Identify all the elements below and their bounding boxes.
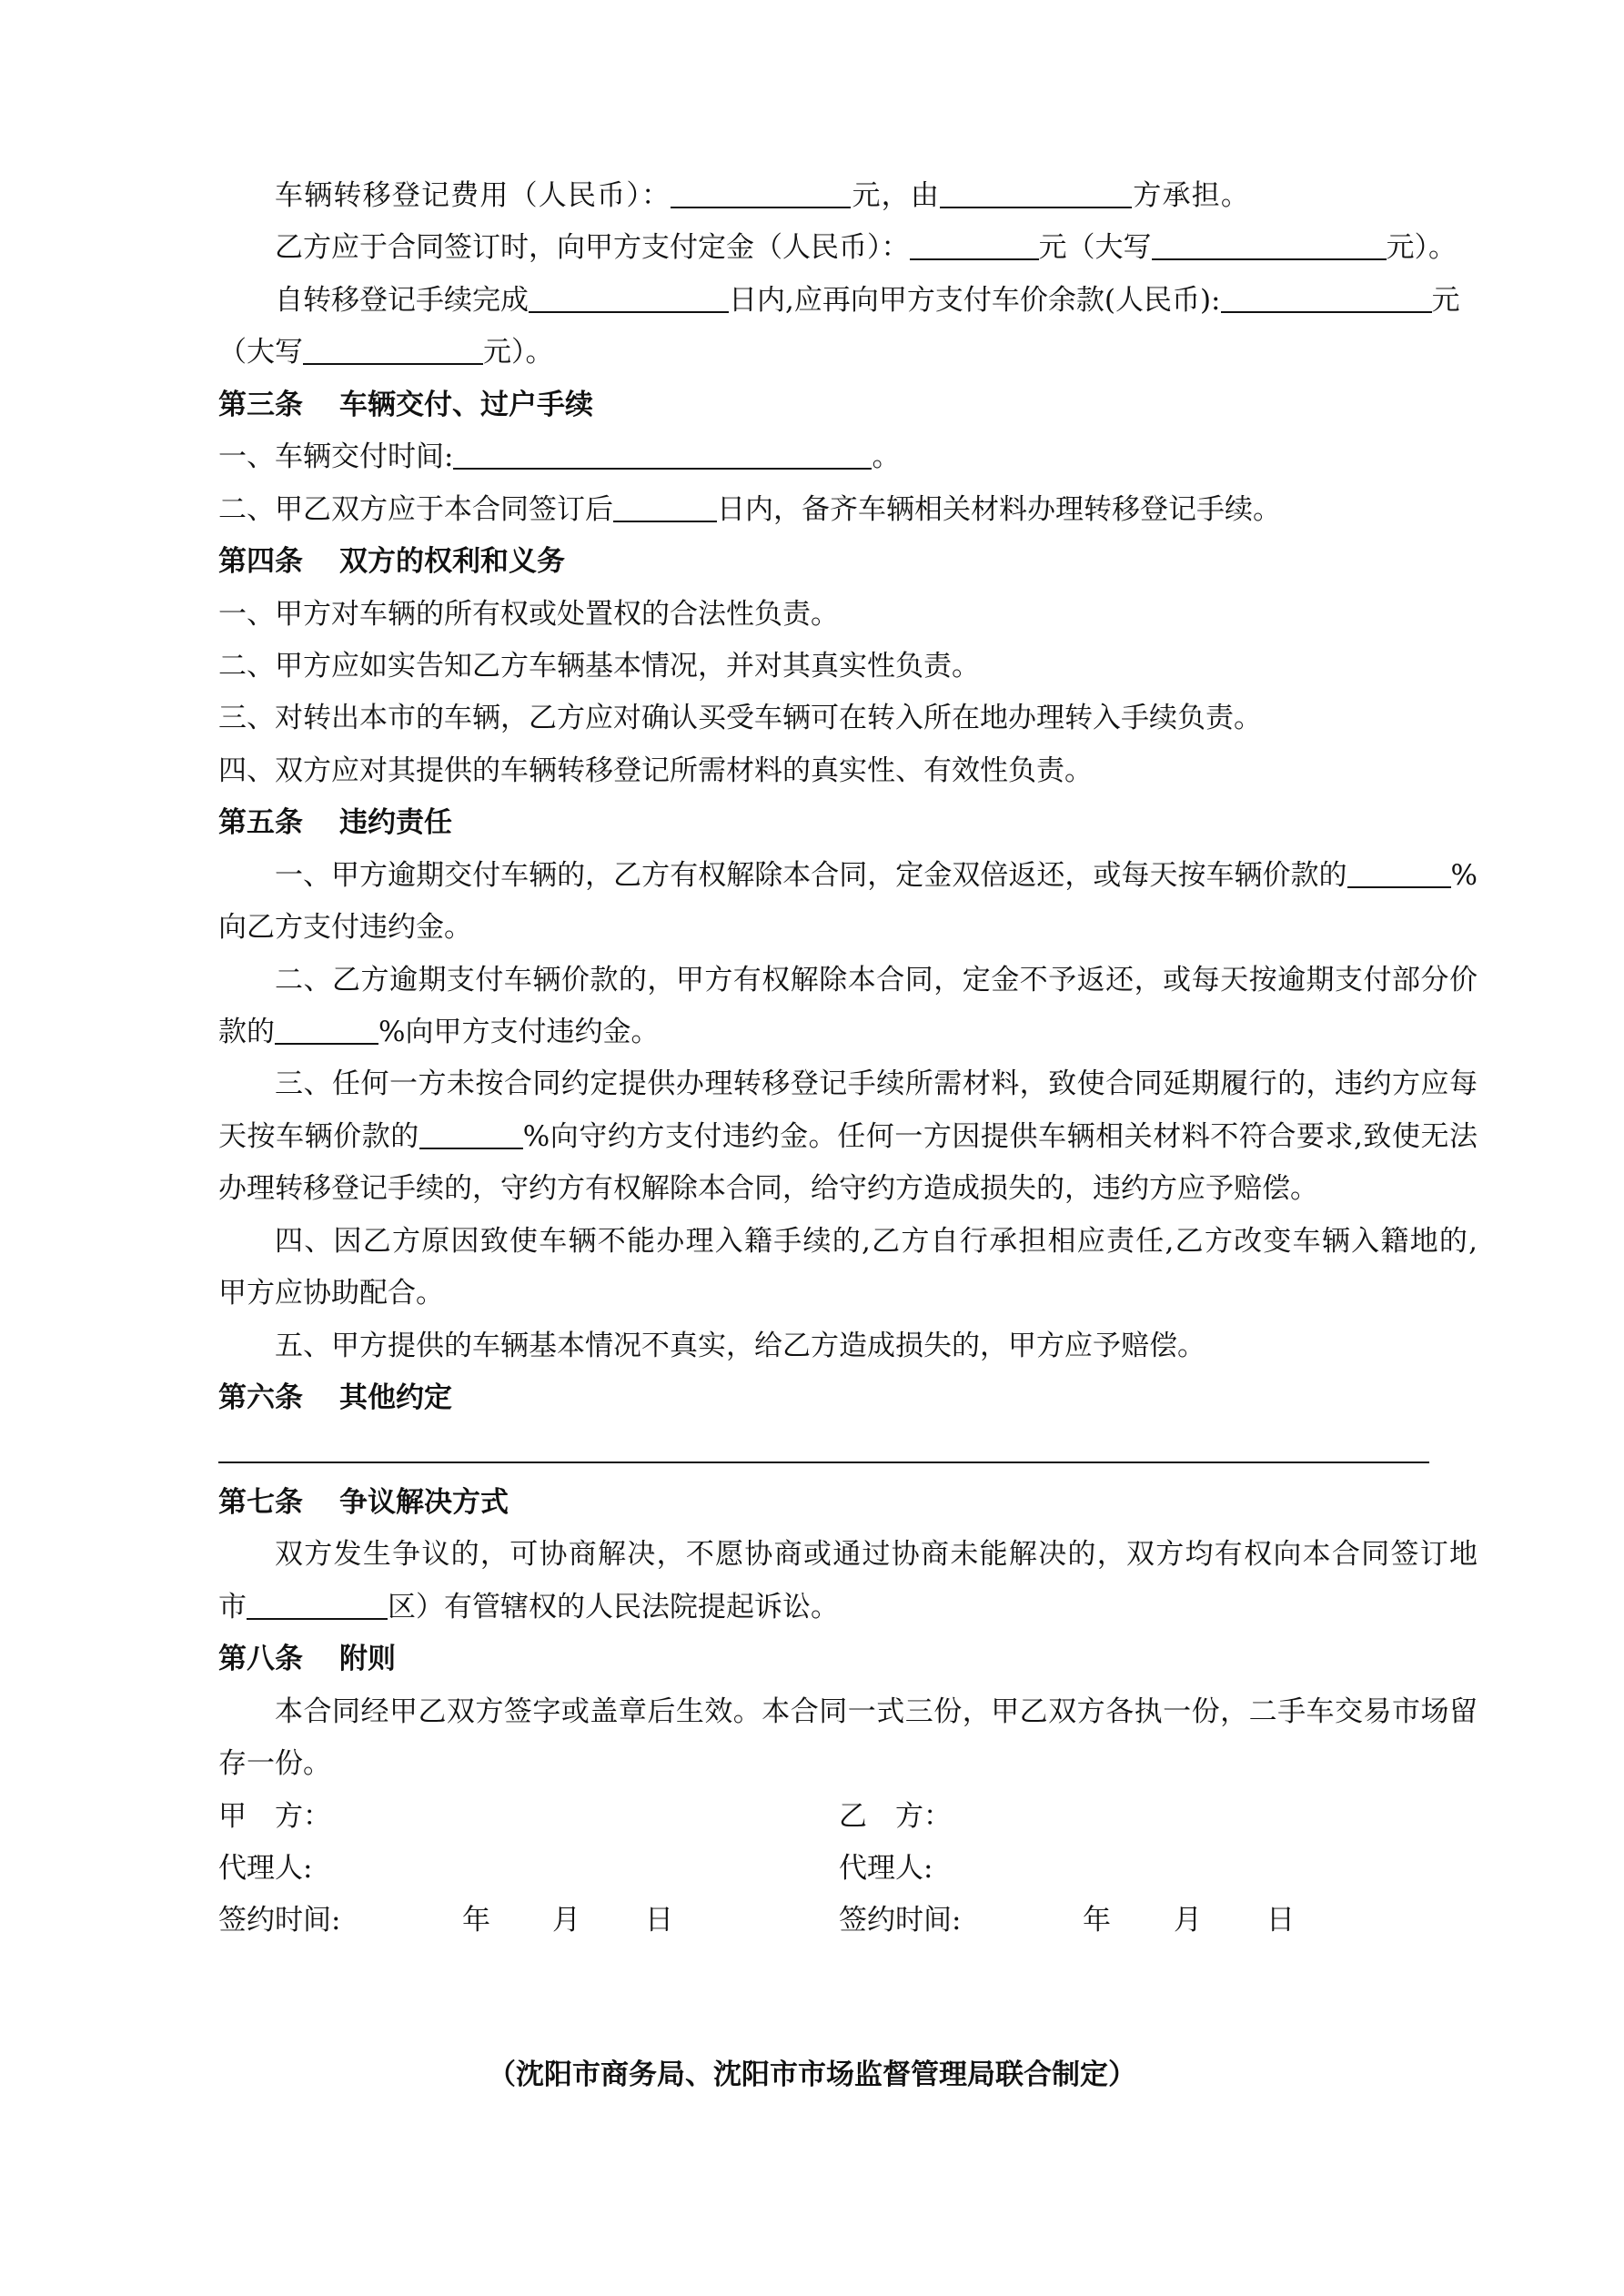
materials-days-blank[interactable] — [613, 493, 717, 522]
text: 元 — [1431, 283, 1460, 317]
other-terms-blank-line[interactable] — [218, 1462, 1429, 1463]
delivery-time-line: 一、车辆交付时间: 。 — [218, 440, 901, 474]
article-5-p3: 三、任何一方未按合同约定提供办理转移登记手续所需材料，致使合同延期履行的，违约方应每 — [275, 1067, 1478, 1101]
party-a-label: 甲 方： — [218, 1799, 331, 1833]
agent-a-label: 代理人: — [218, 1852, 313, 1885]
article-5-p2: 二、乙方逾期支付车辆价款的，甲方有权解除本合同，定金不予返还，或每天按逾期支付部分价 — [275, 963, 1478, 996]
balance-blank[interactable] — [1221, 284, 1432, 313]
year-label: 年 — [1083, 1904, 1111, 1937]
district-blank[interactable] — [247, 1591, 388, 1620]
article-4-item: 四、双方应对其提供的车辆转移登记所需材料的真实性、有效性负责。 — [218, 754, 1093, 787]
date-row — [218, 1895, 1478, 1947]
article-7-p1-cont: 市 区）有管辖权的人民法院提起诉讼。 — [218, 1590, 839, 1623]
date-b-label: 签约时间: — [839, 1904, 962, 1937]
article-5-p2-cont: 款的 %向甲方支付违约金。 — [218, 1016, 660, 1048]
balance-words-line — [218, 327, 1478, 379]
percent-blank[interactable] — [419, 1120, 523, 1149]
text: 方承担。 — [1132, 179, 1251, 212]
materials-line: 二、甲乙双方应于本合同签订后 日内，备齐车辆相关材料办理转移登记手续。 — [218, 492, 1281, 526]
article-7-p1: 双方发生争议的，可协商解决，不愿协商或通过协商未能解决的，双方均有权向本合同签订地 — [275, 1538, 1478, 1572]
agent-b-label: 代理人: — [839, 1852, 933, 1885]
article-5-p3-cont: 天按车辆价款的 %向守约方支付违约金。任何一方因提供车辆相关材料不符合要求,致使无法 — [218, 1119, 1478, 1153]
deposit-line — [218, 222, 1478, 274]
article-8-p1: 本合同经甲乙双方签字或盖章后生效。本合同一式三份，甲乙双方各执一份，二手车交易市场留 — [275, 1694, 1478, 1728]
article-3-heading: 第三条 车辆交付、过户手续 — [218, 388, 593, 421]
day-label: 日 — [645, 1904, 673, 1937]
percent-blank[interactable] — [275, 1016, 378, 1045]
article-7-heading: 第七条 争议解决方式 — [218, 1485, 509, 1519]
payer-blank[interactable] — [940, 179, 1132, 208]
article-5-heading: 第五条 违约责任 — [218, 806, 452, 840]
days-blank[interactable] — [529, 284, 729, 313]
text: 元，由 — [851, 179, 941, 212]
text: 元（大写 — [1038, 231, 1152, 265]
article-5-p3-cont2: 办理转移登记手续的，守约方有权解除本合同，给守约方造成损失的，违约方应予赔偿。 — [218, 1172, 1318, 1206]
date-a-label: 签约时间: — [218, 1904, 341, 1937]
spacer — [218, 1425, 1478, 1477]
party-b-label: 乙 方： — [839, 1799, 952, 1833]
text: 元）。 — [483, 336, 554, 369]
article-6-heading: 第六条 其他约定 — [218, 1381, 452, 1415]
deposit-blank[interactable] — [910, 231, 1039, 260]
contract-page — [218, 170, 1478, 1947]
article-4-item: 一、甲方对车辆的所有权或处置权的合法性负责。 — [218, 597, 839, 631]
day-label: 日 — [1266, 1904, 1295, 1937]
deposit-words-blank[interactable] — [1152, 231, 1387, 260]
registration-fee-line — [218, 170, 1478, 222]
text: 日内,应再向甲方支付车价余款(人民币): — [729, 283, 1221, 317]
article-4-item: 三、对转出本市的车辆，乙方应对确认买受车辆可在转入所在地办理转入手续负责。 — [218, 702, 1262, 735]
text: 车辆转移登记费用（人民币）： — [275, 179, 671, 212]
article-4-item: 二、甲方应如实告知乙方车辆基本情况，并对其真实性负责。 — [218, 649, 980, 683]
article-5-p4-cont: 甲方应协助配合。 — [218, 1277, 444, 1310]
balance-words-blank[interactable] — [303, 336, 483, 365]
fee-blank[interactable] — [671, 179, 851, 208]
text: （大写 — [218, 336, 303, 369]
agent-row — [218, 1843, 1478, 1895]
text: 元）。 — [1386, 231, 1457, 265]
article-5-p5: 五、甲方提供的车辆基本情况不真实，给乙方造成损失的，甲方应予赔偿。 — [275, 1329, 1205, 1362]
article-4-heading: 第四条 双方的权利和义务 — [218, 545, 565, 579]
delivery-time-blank[interactable] — [453, 440, 872, 470]
percent-blank[interactable] — [1347, 859, 1451, 888]
article-5-p4: 四、因乙方原因致使车辆不能办理入籍手续的,乙方自行承担相应责任,乙方改变车辆入籍地的, — [275, 1224, 1478, 1258]
text: 乙方应于合同签订时，向甲方支付定金（人民币）： — [275, 231, 910, 265]
article-5-p1-cont: 向乙方支付违约金。 — [218, 911, 472, 945]
year-label: 年 — [462, 1904, 490, 1937]
text: 自转移登记手续完成 — [275, 283, 529, 317]
month-label: 月 — [552, 1904, 580, 1937]
article-8-heading: 第八条 附则 — [218, 1643, 396, 1676]
article-8-p1-cont: 存一份。 — [218, 1747, 331, 1781]
month-label: 月 — [1174, 1904, 1202, 1937]
balance-line — [218, 275, 1478, 327]
article-5-p1: 一、甲方逾期交付车辆的，乙方有权解除本合同，定金双倍返还，或每天按车辆价款的 % — [275, 858, 1478, 892]
issuer-footer: （沈阳市商务局、沈阳市市场监督管理局联合制定） — [488, 2058, 1136, 2091]
party-row — [218, 1791, 1478, 1843]
